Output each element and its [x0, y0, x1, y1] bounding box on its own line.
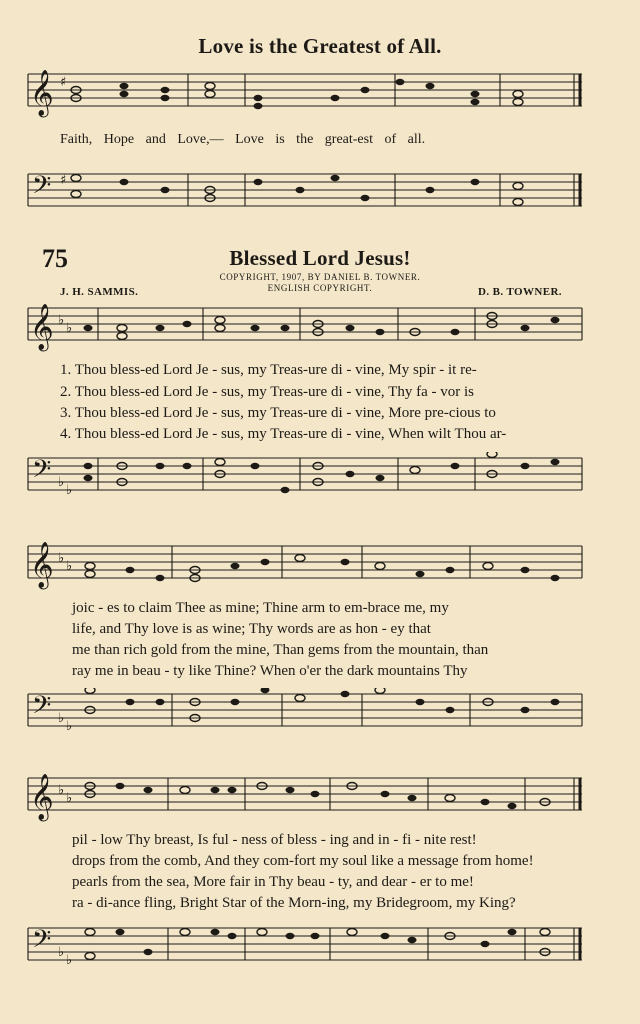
system-3-verse-3: pearls from the sea, More fair in Thy beau - ty, and dear - er to me!	[72, 874, 474, 890]
hymn-a-treble-staff	[0, 68, 640, 118]
svg-text:𝄢: 𝄢	[32, 171, 52, 206]
svg-text:♯: ♯	[60, 173, 67, 188]
svg-text:♭: ♭	[66, 483, 73, 498]
svg-text:♭: ♭	[66, 953, 73, 968]
copyright-line-1: COPYRIGHT, 1907, BY DANIEL B. TOWNER.	[219, 272, 421, 282]
svg-text:♭: ♭	[66, 791, 73, 806]
svg-text:♭: ♭	[66, 321, 73, 336]
system-3-verse-1: pil - low Thy breast, Is ful - ness of bless - ing and in - fi - nite rest!	[72, 832, 477, 848]
hymn-a-bass-staff	[0, 168, 640, 218]
hymn-number: 75	[42, 244, 68, 273]
system-3-treble-staff	[0, 772, 640, 822]
words-credit: J. H. SAMMIS.	[60, 286, 139, 298]
system-3-verse-4: ra - di-ance fling, Bright Star of the Morn-ing, my Bridegroom, my King?	[72, 895, 516, 911]
system-3-verse-2: drops from the comb, And they com-fort my soul like a message from home!	[72, 853, 534, 869]
system-2-verse-4: ray me in beau - ty like Thine? When o'er the dark mountains Thy	[72, 663, 468, 679]
system-1-verse-2: 2. Thou bless-ed Lord Je - sus, my Treas-ure di - vine, Thy fa - vor is	[60, 384, 474, 400]
svg-text:♯: ♯	[60, 75, 67, 90]
system-1-verse-4: 4. Thou bless-ed Lord Je - sus, my Treas-ure di - vine, When wilt Thou ar-	[60, 426, 507, 442]
svg-text:𝄞: 𝄞	[30, 542, 54, 588]
svg-text:♭: ♭	[58, 945, 65, 960]
hymn-a-lyric: Faith, Hope and Love,— Love is the great-est of all.	[60, 132, 426, 147]
system-1-verse-1: 1. Thou bless-ed Lord Je - sus, my Treas-ure di - vine, My spir - it re-	[60, 362, 477, 378]
copyright-line-2: ENGLISH COPYRIGHT.	[267, 283, 373, 293]
svg-text:♭: ♭	[66, 559, 73, 574]
system-1-treble-staff	[0, 302, 640, 352]
svg-text:𝄞: 𝄞	[30, 70, 54, 116]
svg-text:𝄢: 𝄢	[32, 925, 52, 960]
system-2-bass-staff	[0, 688, 640, 738]
system-1-verse-3: 3. Thou bless-ed Lord Je - sus, my Treas-ure di - vine, More pre-cious to	[60, 405, 496, 421]
svg-text:𝄞: 𝄞	[30, 774, 54, 820]
svg-text:♭: ♭	[66, 719, 73, 734]
system-2-verse-1: joic - es to claim Thee as mine; Thine arm to em-brace me, my	[72, 600, 449, 616]
svg-text:♭: ♭	[58, 313, 65, 328]
svg-text:♭: ♭	[58, 711, 65, 726]
system-2-verse-3: me than rich gold from the mine, Than gems from the mountain, than	[72, 642, 489, 658]
svg-text:𝄢: 𝄢	[32, 455, 52, 490]
hymn-b-title: Blessed Lord Jesus!	[229, 246, 411, 270]
system-2-verse-2: life, and Thy love is as wine; Thy words are as hon - ey that	[72, 621, 431, 637]
system-3-bass-staff	[0, 922, 640, 972]
svg-text:♭: ♭	[58, 551, 65, 566]
hymn-a-title: Love is the Greatest of All.	[198, 34, 442, 58]
music-credit: D. B. TOWNER.	[478, 286, 562, 298]
svg-text:𝄢: 𝄢	[32, 691, 52, 726]
system-2-treble-staff	[0, 540, 640, 590]
svg-text:♭: ♭	[58, 783, 65, 798]
svg-text:𝄞: 𝄞	[30, 304, 54, 350]
svg-text:♭: ♭	[58, 475, 65, 490]
system-1-bass-staff	[0, 452, 640, 502]
